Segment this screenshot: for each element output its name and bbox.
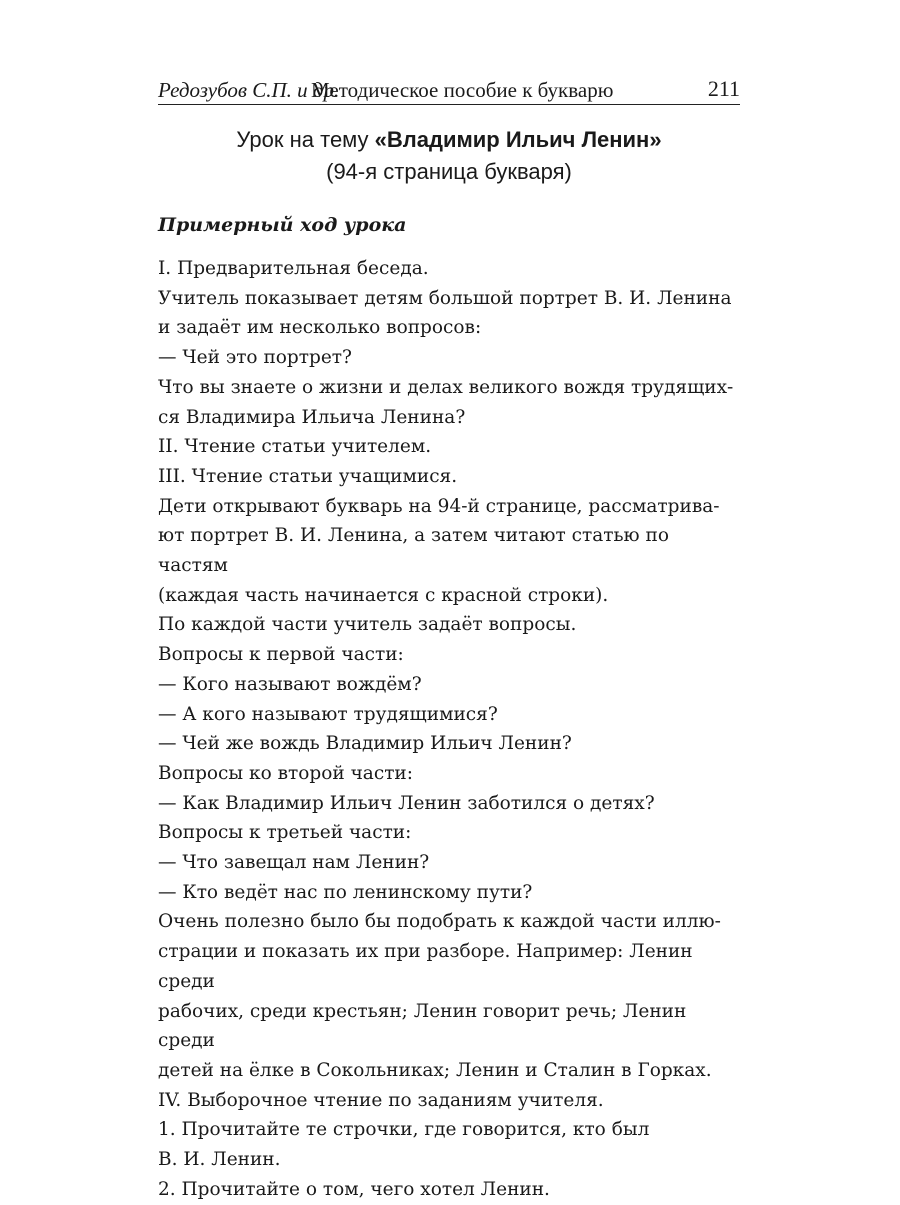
text-line: В. И. Ленин. xyxy=(158,1149,281,1171)
text-line: 2. Прочитайте о том, чего хотел Ленин. xyxy=(158,1178,550,1200)
text-line: — Как Владимир Ильич Ленин заботился о детях? xyxy=(158,792,655,814)
lesson-title-topic: «Владимир Ильич Ленин» xyxy=(374,127,662,152)
text-line: По каждой части учитель задаёт вопросы. xyxy=(158,614,577,636)
page-number: 211 xyxy=(707,76,740,101)
text-line: Учитель показывает детям большой портрет В. И. Ленина xyxy=(158,287,732,309)
section-label: Примерный ход урока xyxy=(158,214,407,236)
text-line: — Что завещал нам Ленин? xyxy=(158,852,430,874)
lesson-title xyxy=(158,124,740,156)
text-line: Очень полезно было бы подобрать к каждой части иллю- xyxy=(158,911,721,933)
text-line: рабочих, среди крестьян; Ленин говорит речь; Ленин среди xyxy=(158,1000,687,1052)
text-line: — Кого называют вождём? xyxy=(158,673,422,695)
running-header xyxy=(158,74,740,105)
text-line: страции и показать их при разборе. Например: Ленин среди xyxy=(158,941,693,992)
text-line: 1. Прочитайте те строчки, где говорится, кто был xyxy=(158,1119,650,1141)
text-line: (каждая часть начинается с красной строки). xyxy=(158,584,609,606)
text-line: II. Чтение статьи учителем. xyxy=(158,436,432,458)
text-line: детей на ёлке в Сокольниках; Ленин и Сталин в Горках. xyxy=(158,1059,712,1081)
text-line: — А кого называют трудящимися? xyxy=(158,703,498,725)
text-line: I. Предварительная беседа. xyxy=(158,258,429,279)
text-line: Дети открывают букварь на 94-й странице, рассматрива- xyxy=(158,495,720,517)
text-line: Что вы знаете о жизни и делах великого вождя трудящих- xyxy=(158,376,734,398)
lesson-body xyxy=(158,254,740,1205)
text-line: Вопросы ко второй части: xyxy=(158,762,413,784)
text-line: ся Владимира Ильича Ленина? xyxy=(158,406,466,428)
text-line: III. Чтение статьи учащимися. xyxy=(158,465,458,487)
text-line: IV. Выборочное чтение по заданиям учителя. xyxy=(158,1089,604,1111)
text-line: Вопросы к третьей части: xyxy=(158,822,412,844)
lesson-title-prefix: Урок на тему xyxy=(236,127,375,152)
lesson-heading xyxy=(158,124,740,188)
header-author: Редозубов С.П. и др. xyxy=(158,78,340,102)
text-line: Вопросы к первой части: xyxy=(158,644,404,666)
text-line: и задаёт им несколько вопросов: xyxy=(158,317,482,339)
text-line: — Кто ведёт нас по ленинскому пути? xyxy=(158,881,533,903)
text-line: — Чей же вождь Владимир Ильич Ленин? xyxy=(158,733,572,755)
header-book-title: Методическое пособие к букварю xyxy=(311,78,614,102)
text-line: ют портрет В. И. Ленина, а затем читают статью по частям xyxy=(158,525,670,577)
text-line: — Чей это портрет? xyxy=(158,347,352,369)
lesson-subtitle: (94-я страница букваря) xyxy=(326,159,572,184)
